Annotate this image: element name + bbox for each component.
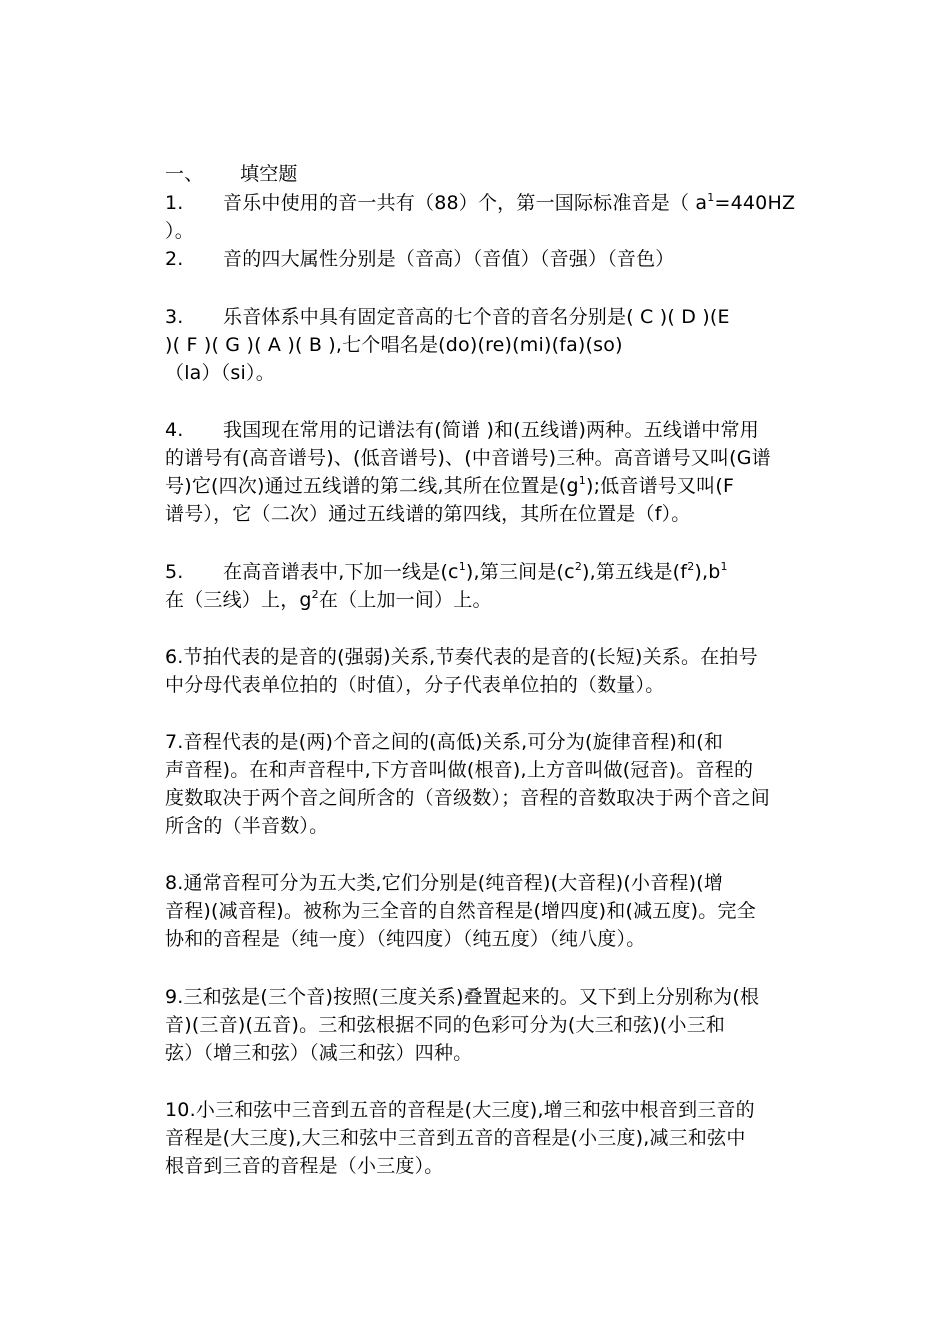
question-8-line-1: 8.通常音程可分为五大类,它们分别是(纯音程)(大音程)(小音程)(增 [165,872,724,894]
superscript: 2 [687,560,695,573]
question-4-line-4: 谱号），它（二次）通过五线谱的第四线，其所在位置是（f）。 [165,503,691,525]
question-7-line-4: 所含的（半音数）。 [165,815,329,837]
question-5-line-2 [165,586,865,614]
question-text: );低音谱号又叫(F [585,475,735,497]
question-10-line-2: 音程是(大三度),大三和弦中三音到五音的音程是(小三度),减三和弦中 [165,1127,746,1149]
question-10-line-1: 10.小三和弦中三音到五音的音程是(大三度),增三和弦中根音到三音的 [165,1099,755,1121]
question-text: =440HZ [714,192,796,214]
question-8-line-2: 音程)(减音程)。被称为三全音的自然音程是(增四度)和(减五度)。完全 [165,900,756,922]
question-10-line-3: 根音到三音的音程是（小三度）。 [165,1155,444,1177]
question-number: 2. [165,248,184,270]
question-4-line-3 [165,472,865,500]
question-3-line-3: （la）（si）。 [165,362,275,384]
question-9-line-2: 音)(三音)(五音)。三和弦根据不同的色彩可分为(大三和弦)(小三和 [165,1014,726,1036]
question-text: 在（三线）上，g [165,589,312,611]
question-1-line-2: ）。 [165,220,194,242]
section-heading [165,160,865,188]
question-2-line-1 [165,245,865,273]
question-1-line-1 [165,189,865,217]
superscript: 1 [578,474,586,487]
question-3-line-1 [165,303,865,331]
question-text: 我国现在常用的记谱法有(简谱 )和(五线谱)两种。五线谱中常用 [223,419,759,441]
question-text: ),b [694,561,721,583]
section-number: 一、 [165,163,204,185]
question-9-line-1: 9.三和弦是(三个音)按照(三度关系)叠置起来的。又下到上分别称为(根 [165,986,760,1008]
question-text: ),第三间是(c [465,561,575,583]
section-title: 填空题 [240,163,298,185]
superscript: 2 [574,560,583,573]
question-text: 号)它(四次)通过五线谱的第二线,其所在位置是(g [165,475,579,497]
superscript: 2 [311,588,319,601]
question-text: 音的四大属性分别是（音高）（音值）（音强）（音色） [223,248,675,270]
question-number: 3. [165,306,184,328]
question-6-line-1: 6.节拍代表的是音的(强弱)关系,节奏代表的是音的(长短)关系。在拍号 [165,646,758,668]
question-number: 5. [165,561,184,583]
question-4-line-2: 的谱号有(高音谱号)、(低音谱号)、(中音谱号)三种。高音谱号又叫(G谱 [165,447,771,469]
superscript: 1 [707,191,715,204]
question-6-line-2: 中分母代表单位拍的（时值），分子代表单位拍的（数量）。 [165,674,665,696]
question-number: 1. [165,192,184,214]
superscript: 1 [458,560,466,573]
question-3-line-2: )( F )( G )( A )( B ),七个唱名是(do)(re)(mi)(fa)(so) [165,334,623,356]
question-8-line-3: 协和的音程是（纯一度）（纯四度）（纯五度）（纯八度）。 [165,928,646,950]
superscript: 1 [720,560,728,573]
question-number: 4. [165,419,184,441]
question-5-line-1 [165,558,865,586]
question-7-line-3: 度数取决于两个音之间所含的（音级数）；音程的音数取决于两个音之间 [165,787,770,809]
question-4-line-1 [165,416,865,444]
question-text: 音乐中使用的音一共有（88）个，第一国际标准音是（ a [223,192,708,214]
question-9-line-3: 弦）（增三和弦）（减三和弦）四种。 [165,1042,473,1064]
question-7-line-2: 声音程)。在和声音程中,下方音叫做(根音),上方音叫做(冠音)。音程的 [165,759,754,781]
question-text: ),第五线是(f [582,561,688,583]
question-text: 乐音体系中具有固定音高的七个音的音名分别是( C )( D )(E [223,306,730,328]
question-text: 在高音谱表中,下加一线是(c [223,561,459,583]
question-text: 在（上加一间）上。 [318,589,492,611]
question-7-line-1: 7.音程代表的是(两)个音之间的(高低)关系,可分为(旋律音程)和(和 [165,731,724,753]
